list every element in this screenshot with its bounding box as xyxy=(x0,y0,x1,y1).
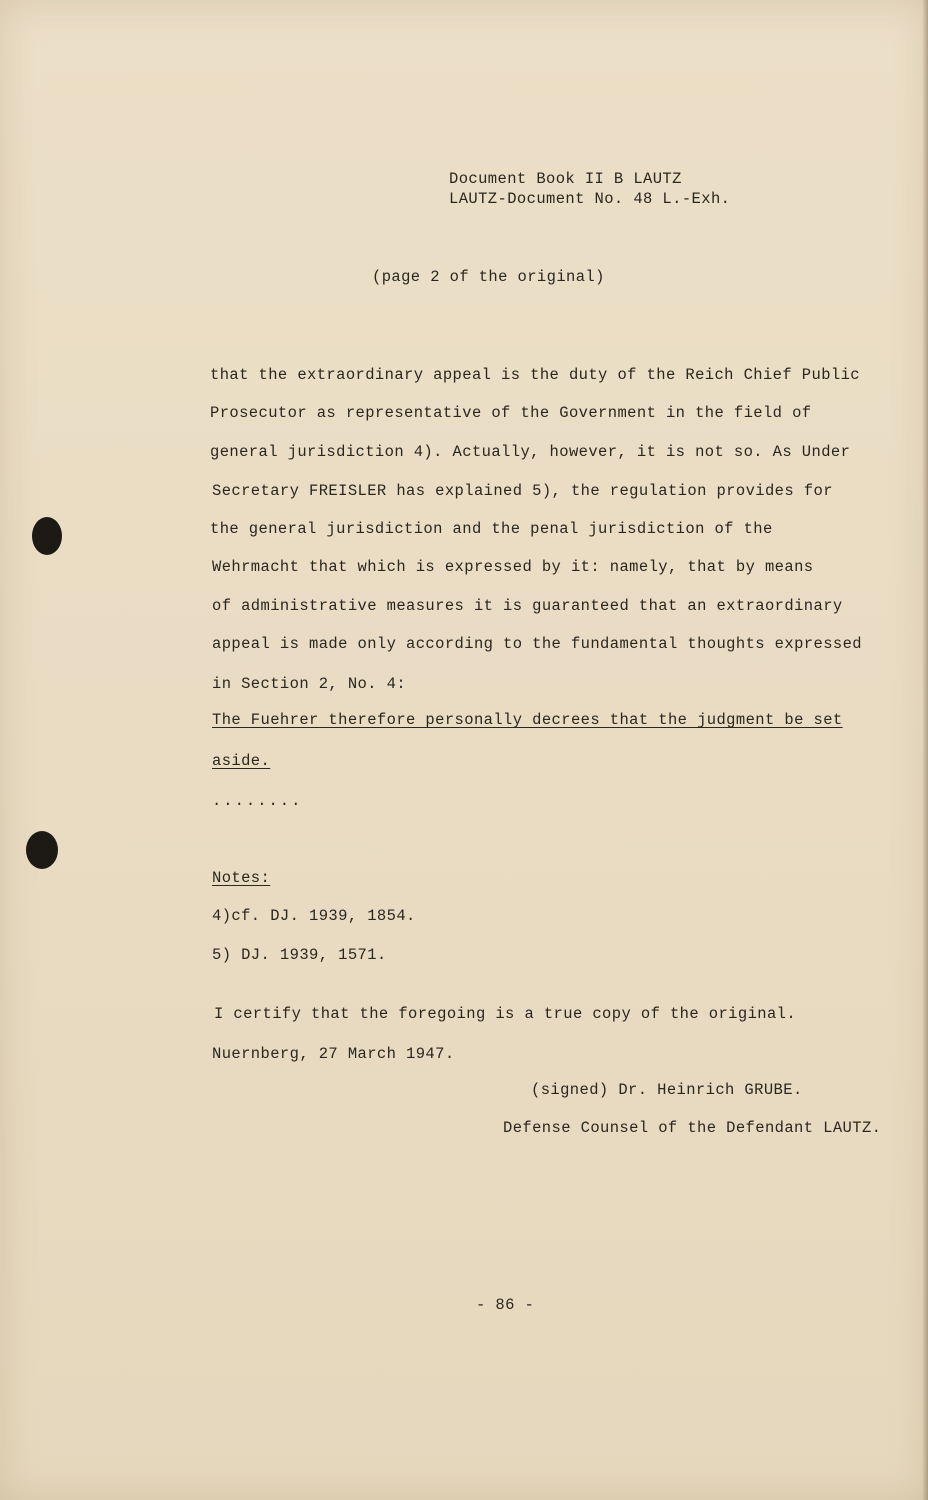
body-line: general jurisdiction 4). Actually, however, it is not so. As Under xyxy=(210,443,851,461)
body-line: Prosecutor as representative of the Government in the field of xyxy=(210,404,812,422)
body-line: of administrative measures it is guaranteed that an extraordinary xyxy=(212,597,843,615)
decree-line: aside. xyxy=(212,752,271,770)
body-line: Wehrmacht that which is expressed by it: namely, that by means xyxy=(212,558,814,576)
page-edge-shadow xyxy=(922,0,928,1500)
punch-hole-top xyxy=(32,517,62,555)
body-line: Secretary FREISLER has explained 5), the regulation provides for xyxy=(212,482,833,500)
note-item: 5) DJ. 1939, 1571. xyxy=(212,946,387,964)
header-document-book: Document Book II B LAUTZ xyxy=(449,170,682,188)
notes-heading: Notes: xyxy=(212,869,271,887)
signature-line: (signed) Dr. Heinrich GRUBE. xyxy=(531,1081,803,1099)
punch-hole-bottom xyxy=(26,831,58,869)
certification-place-date: Nuernberg, 27 March 1947. xyxy=(212,1045,455,1063)
ellipsis-marker: ........ xyxy=(212,792,303,810)
body-line: that the extraordinary appeal is the duty of the Reich Chief Public xyxy=(210,366,861,384)
page-number: - 86 - xyxy=(476,1296,535,1314)
body-line: the general jurisdiction and the penal jurisdiction of the xyxy=(210,520,773,538)
body-line: appeal is made only according to the fundamental thoughts expressed xyxy=(212,635,863,653)
page-of-original-note: (page 2 of the original) xyxy=(372,268,605,286)
header-document-number: LAUTZ-Document No. 48 L.-Exh. xyxy=(449,190,731,208)
certification-statement: I certify that the foregoing is a true copy of the original. xyxy=(214,1005,797,1023)
body-line: in Section 2, No. 4: xyxy=(212,675,407,693)
defense-counsel-line: Defense Counsel of the Defendant LAUTZ. xyxy=(503,1119,882,1137)
note-item: 4)cf. DJ. 1939, 1854. xyxy=(212,907,416,925)
decree-line: The Fuehrer therefore personally decrees that the judgment be set xyxy=(212,711,843,729)
